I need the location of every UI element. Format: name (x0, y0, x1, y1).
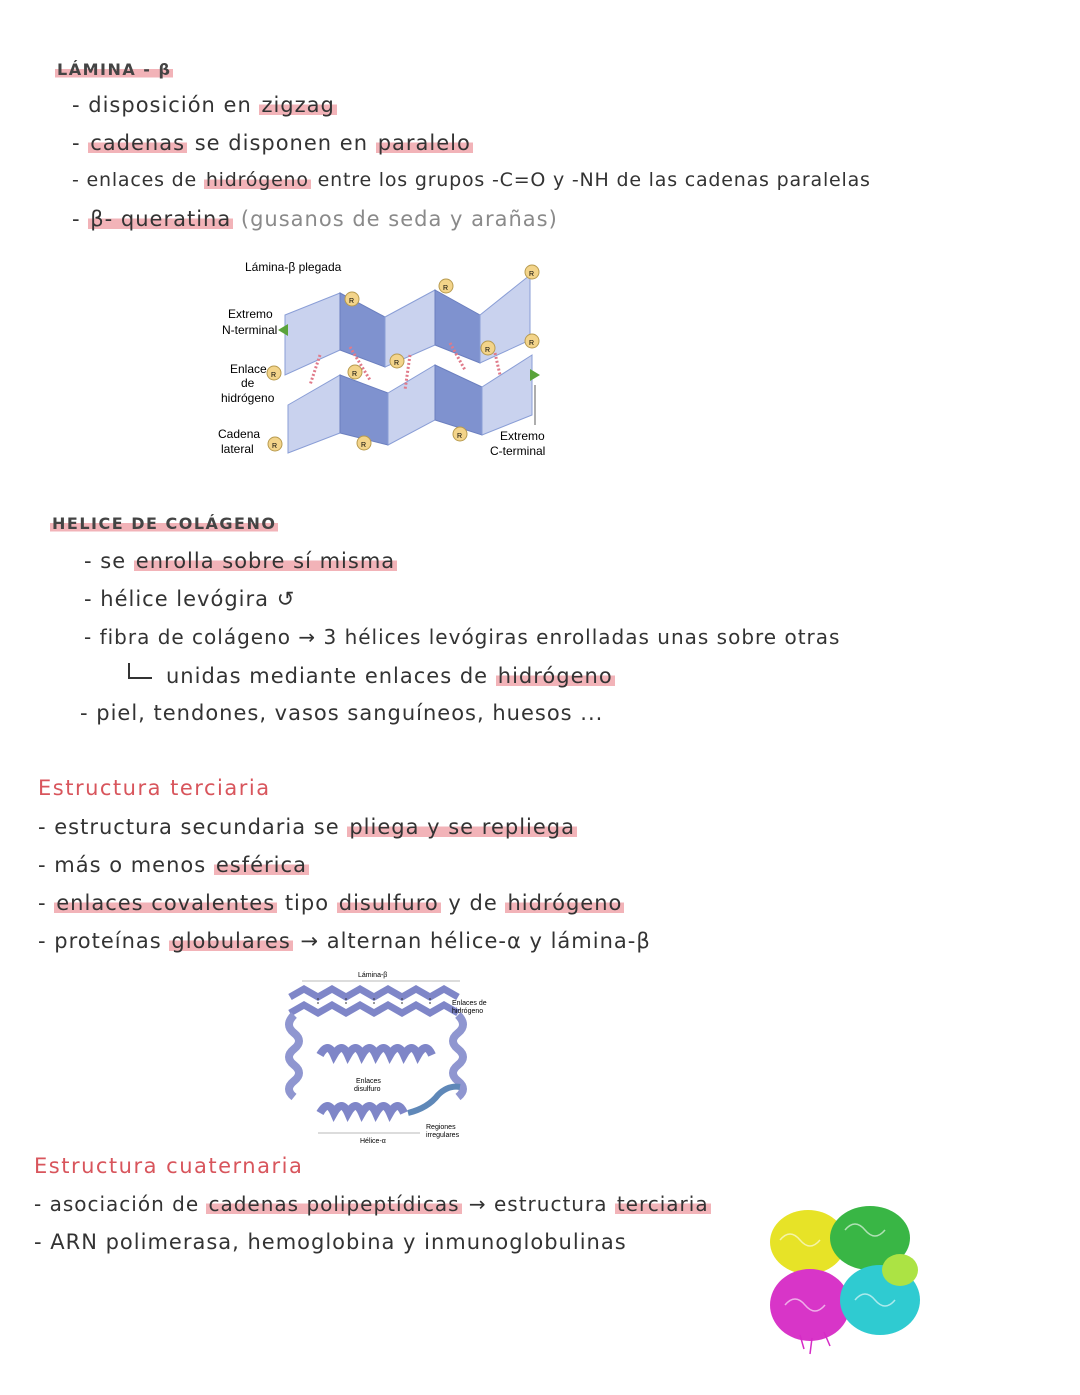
colageno-title: HELICE DE COLÁGENO (52, 514, 277, 533)
terciaria-title: Estructura terciaria (38, 776, 271, 800)
hemoglobin-image (760, 1200, 930, 1360)
colageno-bullet-1: - se enrolla sobre sí misma (84, 549, 396, 573)
terciaria-bullet-4: - proteínas globulares → alternan hélice-α y lámina-β (38, 929, 651, 953)
cuaternaria-bullet-1: - asociación de cadenas polipeptídicas → estructura terciaria (34, 1192, 709, 1216)
lamina-title: LÁMINA - β (57, 60, 172, 79)
svg-text:Cadena: Cadena (218, 427, 261, 441)
svg-text:hidrógeno: hidrógeno (452, 1008, 484, 1015)
svg-text:Extremo: Extremo (500, 429, 545, 443)
lamina-bullet-4: - β- queratina (gusanos de seda y arañas) (72, 207, 558, 231)
colageno-bullet-2: - hélice levógira ↺ (84, 587, 296, 611)
terciaria-bullet-1: - estructura secundaria se pliega y se repliega (38, 815, 575, 839)
pleated-sheet-upper (285, 275, 530, 375)
svg-text:de: de (241, 376, 255, 390)
svg-text:C-terminal: C-terminal (490, 444, 546, 458)
svg-text:lateral: lateral (221, 442, 254, 456)
svg-text:disulfuro: disulfuro (354, 1086, 381, 1093)
svg-text:hidrógeno: hidrógeno (221, 391, 275, 405)
svg-text:R: R (361, 442, 367, 449)
svg-text:Regiones: Regiones (426, 1124, 456, 1131)
svg-text:R: R (349, 298, 355, 305)
tertiary-structure-figure (280, 965, 500, 1147)
c-terminal-arrow (530, 369, 540, 381)
beta-sheet-figure (210, 255, 560, 465)
colageno-bullet-3: - fibra de colágeno → 3 hélices levógiras enrolladas unas sobre otras (84, 625, 841, 649)
svg-text:Lámina-β: Lámina-β (358, 972, 388, 979)
svg-text:Hélice-α: Hélice-α (360, 1138, 386, 1145)
svg-text:Enlace: Enlace (230, 362, 267, 376)
svg-text:R: R (529, 271, 535, 278)
svg-text:Extremo: Extremo (228, 307, 273, 321)
cuaternaria-title: Estructura cuaternaria (34, 1154, 304, 1178)
fig1-title: Lámina-β plegada (245, 260, 342, 274)
levogira-arrow-icon: ↺ (276, 587, 296, 611)
svg-text:R: R (457, 433, 463, 440)
colageno-sub-bullet: unidas mediante enlaces de hidrógeno (128, 663, 615, 688)
cuaternaria-bullet-2: - ARN polimerasa, hemoglobina y inmunoglobulinas (34, 1230, 627, 1254)
colageno-bullet-4: - piel, tendones, vasos sanguíneos, huesos ... (80, 701, 604, 725)
svg-text:N-terminal: N-terminal (222, 323, 278, 337)
terciaria-bullet-3: - enlaces covalentes tipo disulfuro y de hidrógeno (38, 891, 623, 915)
svg-text:R: R (271, 372, 277, 379)
pleated-sheet-lower (288, 355, 532, 453)
svg-text:R: R (272, 443, 278, 450)
lamina-bullet-1: - disposición en zigzag (72, 93, 335, 117)
sub-arrow-icon (128, 663, 152, 679)
svg-text:R: R (485, 347, 491, 354)
svg-text:irregulares: irregulares (426, 1132, 460, 1139)
svg-text:Enlaces: Enlaces (356, 1078, 381, 1085)
svg-text:R: R (352, 371, 358, 378)
lamina-bullet-3: - enlaces de hidrógeno entre los grupos -C=O y -NH de las cadenas paralelas (72, 169, 871, 191)
terciaria-bullet-2: - más o menos esférica (38, 853, 307, 877)
svg-text:R: R (529, 340, 535, 347)
lamina-bullet-2: - cadenas se disponen en paralelo (72, 131, 471, 155)
svg-text:R: R (443, 285, 449, 292)
svg-text:R: R (394, 360, 400, 367)
svg-text:Enlaces de: Enlaces de (452, 1000, 487, 1007)
n-terminal-arrow (278, 324, 288, 336)
